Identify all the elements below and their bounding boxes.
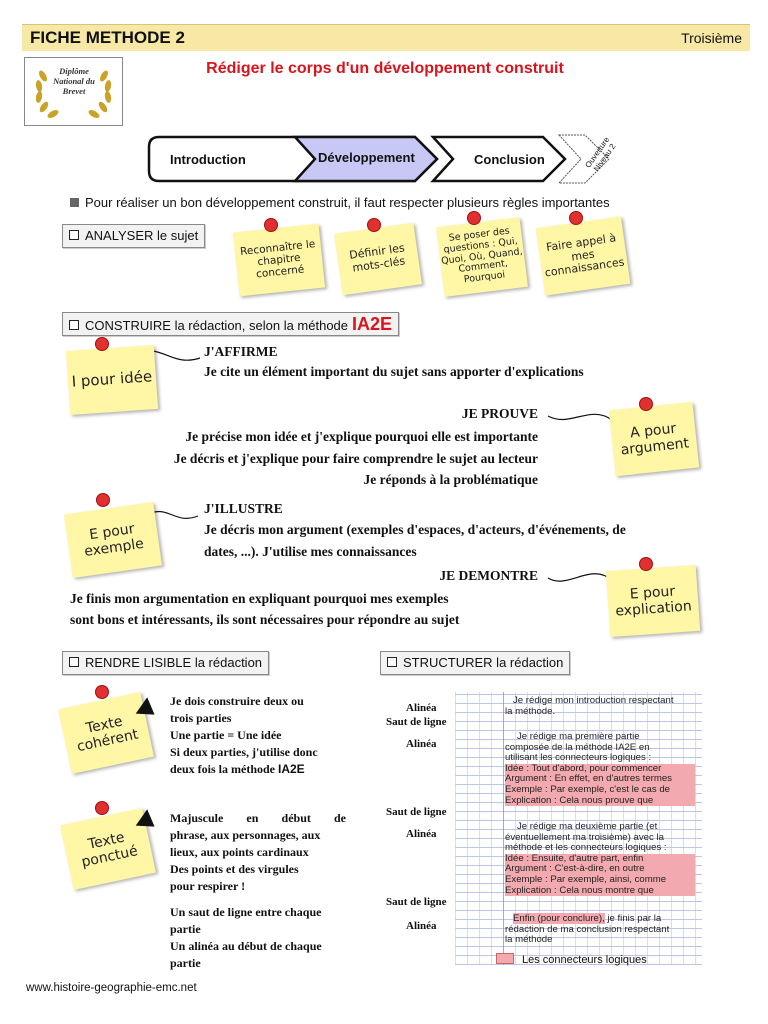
method-ia2e: IA2E (352, 314, 393, 334)
note-text: Texte cohérent (75, 713, 140, 756)
connector-line: Idée : Tout d'abord, pour commencer (505, 764, 695, 775)
text-span: je finis par la (604, 913, 662, 924)
paragraph-partie-1 (505, 732, 695, 806)
demontre-title: JE DEMONTRE (439, 568, 538, 583)
text-line: trois parties (170, 711, 232, 725)
text-line: phrase, aux personnages, aux (170, 828, 321, 842)
note-text: I pour idée (71, 367, 153, 392)
paper-line: Je rédige ma deuxième partie (et (517, 821, 658, 832)
pin-icon (640, 398, 652, 410)
paper-line: la méthode. (505, 705, 556, 717)
text-line: Si deux parties, j'utilise donc (170, 745, 318, 759)
demontre-line-1: Je finis mon argumentation en expliquant pourquoi mes exemples (70, 591, 449, 606)
method-ia2e: IA2E (278, 762, 305, 776)
illustre-title: J'ILLUSTRE (204, 501, 283, 516)
note-text: Se poser des questions : Qui, Quoi, Où, Quand, Comment, Pourquoi (440, 225, 524, 286)
legend-label: Les connecteurs logiques (522, 954, 647, 966)
connector-line: Argument : C'est-à-dire, en outre (505, 864, 695, 875)
paper-line: Je rédige mon introduction respectant (513, 695, 674, 706)
section-label-rest: la rédaction (492, 655, 564, 670)
footer-url: www.histoire-geographie-emc.net (26, 982, 197, 994)
affirme-title: J'AFFIRME (204, 344, 278, 359)
paper-line: la méthode (505, 934, 553, 946)
section-structurer (380, 651, 570, 675)
text-line: lieux, aux points cardinaux (170, 845, 309, 859)
connector-line: Exemple : Par exemple, ainsi, comme (505, 875, 695, 886)
intro-text: Pour réaliser un bon développement construit, il faut respecter plusieurs règles importantes (85, 195, 610, 210)
step-developpement: Développement (318, 150, 415, 165)
label-saut-de-ligne: Saut de ligne (386, 896, 447, 908)
connector-line: Idée : Ensuite, d'autre part, enfin (505, 854, 695, 865)
text-line: Des points et des virgules (170, 862, 299, 876)
section-label-rest: la rédaction (191, 655, 263, 670)
structure-text (170, 904, 322, 972)
connector-line: Explication : Cela nous montre que (505, 886, 695, 897)
paragraph-conclusion (505, 914, 695, 946)
lined-paper (455, 692, 702, 965)
text-line: Je dois construire deux ou (170, 694, 304, 708)
note-text: Faire appel à mes connaissances (544, 231, 626, 280)
pin-icon (640, 558, 652, 570)
text-line: pour respirer ! (170, 879, 246, 893)
text-line (170, 761, 318, 778)
text-line: Majuscule en début de (170, 811, 346, 825)
legend-swatch (496, 953, 514, 964)
step-ouverture: Ouverture Niveau 2 (583, 135, 618, 174)
section-label-rest: la rédaction, selon la méthode (170, 318, 349, 333)
section-rendre-lisible (62, 651, 269, 675)
pin-icon (96, 338, 108, 350)
paper-line (513, 914, 695, 925)
pin-icon (97, 494, 109, 506)
text-line: Un saut de ligne entre chaque (170, 905, 322, 919)
pin-icon (96, 686, 108, 698)
logo-text: Diplôme National du Brevet (53, 66, 95, 96)
coherent-text (170, 693, 318, 778)
label-saut-de-ligne: Saut de ligne (386, 716, 447, 728)
text-line: Un alinéa au début de chaque (170, 939, 322, 953)
note-text: Définir les mots-clés (348, 241, 406, 275)
label-alinea: Alinéa (406, 828, 437, 840)
connector-line: Argument : En effet, en d'autres termes (505, 774, 695, 785)
note-text: E pour exemple (83, 520, 145, 561)
paragraph-intro (505, 695, 674, 717)
text-line: Une partie = Une idée (170, 728, 282, 742)
text-span: deux fois la méthode (170, 762, 275, 776)
paper-line: composée de la méthode IA2E en (505, 741, 650, 753)
note-text: E pour explication (614, 583, 693, 620)
note-argument (609, 402, 699, 476)
document-title: Rédiger le corps d'un développement construit (206, 60, 564, 77)
prouve-line-3: Je réponds à la problématique (363, 472, 538, 487)
illustre-line-2: dates, ...). J'utilise mes connaissances (204, 544, 417, 559)
prouve-line-1: Je précise mon idée et j'explique pourquoi elle est importante (185, 429, 538, 444)
checkbox-icon (69, 657, 79, 667)
paper-line: méthode et les connecteurs logiques : (505, 842, 667, 854)
illustre-line-1: Je décris mon argument (exemples d'espaces, d'acteurs, d'événements, de (204, 522, 626, 537)
label-alinea: Alinéa (406, 920, 437, 932)
step-conclusion: Conclusion (474, 152, 545, 167)
legend (496, 953, 647, 966)
label-alinea: Alinéa (406, 702, 437, 714)
note-explication (606, 565, 700, 637)
section-label-rest: le sujet (153, 228, 199, 243)
prouve-title: JE PROUVE (461, 406, 538, 421)
text-line: partie (170, 956, 201, 970)
connector-span: Enfin (pour conclure), (513, 913, 605, 924)
note-text: Reconnaître le chapitre concerné (239, 238, 316, 281)
affirme-line: Je cite un élément important du sujet sans apporter d'explications (204, 364, 584, 379)
label-alinea: Alinéa (406, 738, 437, 750)
prouve-line-2: Je décris et j'explique pour faire comprendre le sujet au lecteur (173, 451, 538, 466)
paper-line: rédaction de ma conclusion respectant (505, 923, 670, 935)
section-label-strong: CONSTRUIRE (85, 318, 171, 333)
paragraph-partie-2 (505, 822, 695, 896)
paper-line: Je rédige ma première partie (517, 731, 640, 742)
step-introduction: Introduction (170, 152, 246, 167)
connector-line: Explication : Cela nous prouve que (505, 796, 695, 807)
label-saut-de-ligne: Saut de ligne (386, 806, 447, 818)
paper-line: utilisant les connecteurs logiques : (505, 752, 652, 764)
connector-line: Exemple : Par exemple, c'est le cas de (505, 785, 695, 796)
sheet-title: FICHE METHODE 2 (30, 28, 185, 47)
note-exemple (64, 502, 162, 578)
text-line: partie (170, 922, 201, 936)
checkbox-icon (387, 657, 397, 667)
section-label-strong: STRUCTURER (403, 655, 493, 670)
note-text: Texte ponctué (80, 829, 140, 871)
ponctue-text (170, 810, 346, 895)
paper-line: éventuellement ma troisième) avec la (505, 831, 664, 843)
level-label: Troisième (681, 30, 742, 46)
demontre-line-2: sont bons et intéressants, ils sont nécessaires pour répondre au sujet (70, 612, 460, 627)
note-text: A pour argument (619, 420, 690, 459)
note-idee (66, 345, 158, 415)
section-label-strong: ANALYSER (85, 228, 154, 243)
section-label-strong: RENDRE LISIBLE (85, 655, 192, 670)
pin-icon (96, 802, 108, 814)
